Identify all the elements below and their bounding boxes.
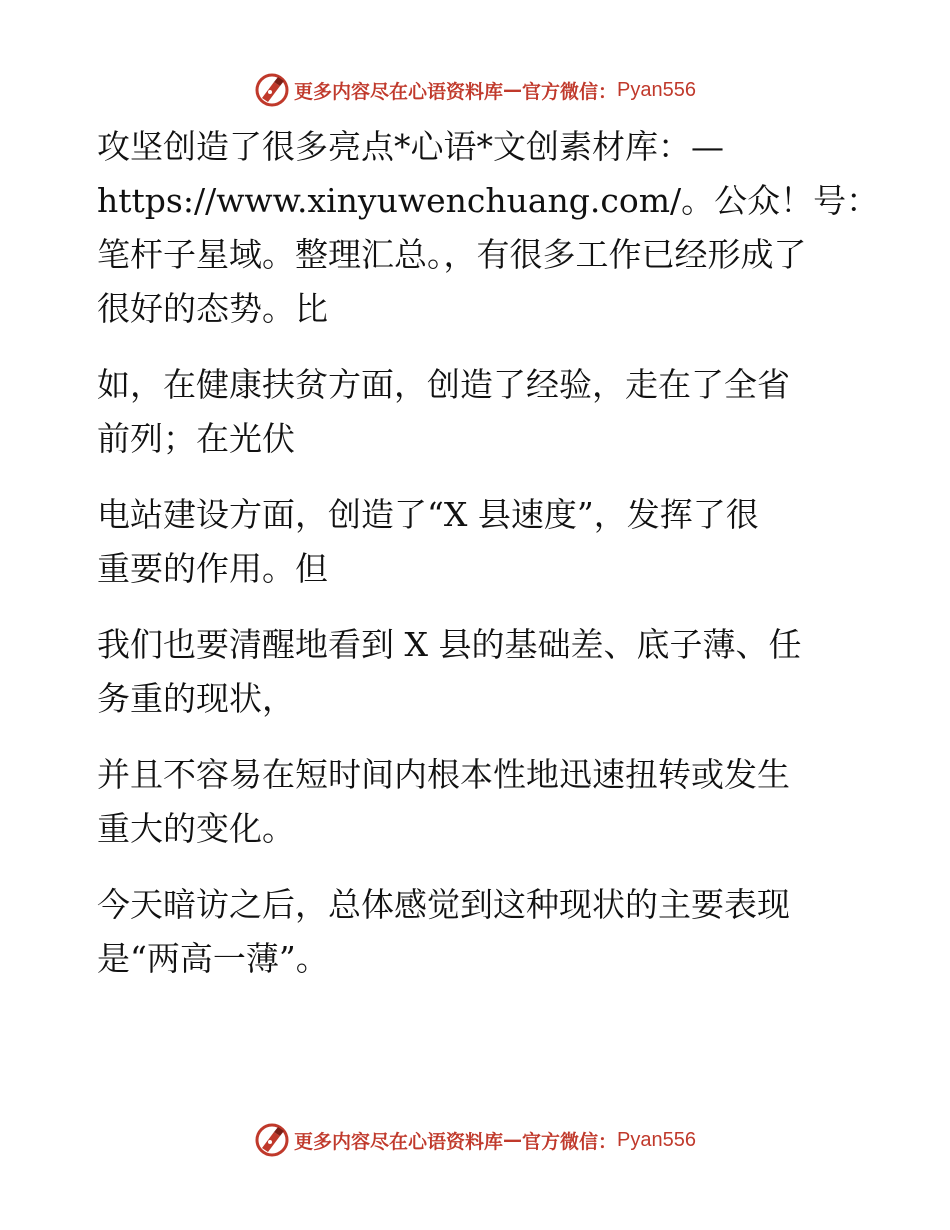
paragraph-line: 前列；在光伏 [97, 419, 295, 458]
pen-logo-icon [254, 72, 290, 108]
footer-separator: — [503, 1129, 523, 1151]
header-wechat-handle: Pyan556 [617, 78, 696, 101]
footer-banner-text: 更多内容尽在心语资料库 [294, 1130, 504, 1153]
paragraph-4 [97, 618, 857, 726]
header-banner [0, 70, 950, 110]
header-banner-text: 更多内容尽在心语资料库 [294, 80, 504, 103]
paragraph-1 [97, 120, 880, 336]
footer-wechat-label: 官方微信： [522, 1130, 618, 1153]
paragraph-line: 我们也要清醒地看到 X 县的基础差、底子薄、任 [97, 625, 802, 664]
paragraph-3 [97, 488, 857, 596]
document-body [97, 120, 880, 1008]
pen-logo-icon [254, 1122, 290, 1158]
paragraph-line: 今天暗访之后，总体感觉到这种现状的主要表现 [97, 885, 790, 924]
paragraph-line: https://www.xinyuwenchuang.com/。公众！号： [97, 181, 880, 220]
footer-wechat-handle: Pyan556 [617, 1128, 696, 1151]
paragraph-line: 电站建设方面，创造了“X 县速度”，发挥了很 [97, 495, 759, 534]
paragraph-2 [97, 358, 857, 466]
paragraph-6 [97, 878, 857, 986]
paragraph-line: 笔杆子星域。整理汇总。，有很多工作已经形成了 [97, 235, 807, 274]
footer-banner [0, 1120, 950, 1160]
header-separator: — [503, 79, 523, 101]
paragraph-line: 如，在健康扶贫方面，创造了经验，走在了全省 [97, 365, 790, 404]
paragraph-line: 并且不容易在短时间内根本性地迅速扭转或发生 [97, 755, 790, 794]
paragraph-line: 务重的现状， [97, 679, 295, 718]
paragraph-line: 重大的变化。 [97, 809, 295, 848]
paragraph-line: 攻坚创造了很多亮点*心语*文创素材库：— [97, 127, 724, 166]
header-wechat-label: 官方微信： [522, 80, 618, 103]
paragraph-line: 很好的态势。比 [97, 289, 328, 328]
paragraph-line: 是“两高一薄”。 [97, 939, 329, 978]
paragraph-line: 重要的作用。但 [97, 549, 328, 588]
paragraph-5 [97, 748, 857, 856]
